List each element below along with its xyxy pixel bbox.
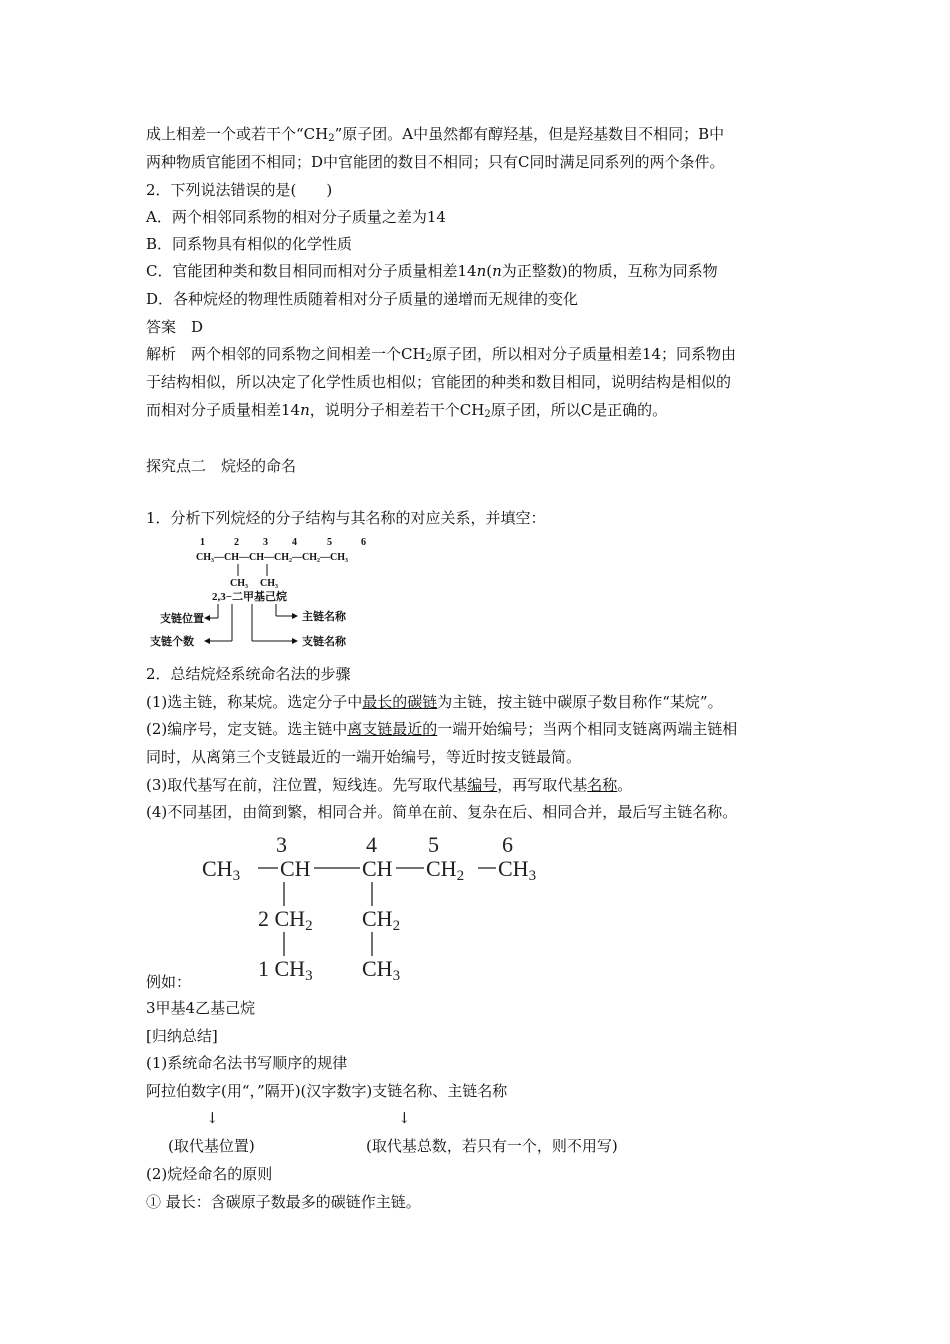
text: C．官能团种类和数目相同而相对分子质量相差14 (146, 262, 477, 280)
underlined-answer: 名称 (587, 776, 618, 794)
carbon-number: 4 (292, 537, 297, 548)
option-a: A．两个相邻同系物的相对分子质量之差为14 (146, 208, 446, 226)
carbon-number: 1 (200, 537, 205, 548)
explanation-line: 于结构相似，所以决定了化学性质也相似；官能团的种类和数目相同，说明结构是相似的 (146, 373, 732, 391)
carbon-number: 2 (234, 537, 239, 548)
text: ”原子团。A中虽然都有醇羟基，但是羟基数目不相同；B中 (334, 125, 725, 143)
text: 为正整数)的物质，互称为同系物 (501, 262, 718, 280)
text: 为主链，按主链中碳原子数目称作“某烷”。 (437, 693, 723, 711)
subscript: 2 (484, 409, 491, 420)
text: 而相对分子质量相差14 (146, 401, 301, 419)
italic-n: n (492, 262, 502, 280)
label-branch-position: 支链位置 (160, 613, 204, 625)
group-left: CH3 (202, 856, 241, 884)
step-2-cont: 同时，从离第三个支链最近的一端开始编号，等近时按支链最简。 (146, 748, 582, 766)
rule-1: (1)系统命名法书写顺序的规律 (146, 1054, 348, 1072)
carbon-number: 5 (327, 537, 332, 548)
text: ，说明分子相差若干个CH (309, 401, 485, 419)
underlined-answer: 最长的碳链 (362, 693, 438, 711)
group-c6: CH3 (498, 856, 537, 884)
group-ethyl-ch2: CH2 (362, 906, 401, 934)
down-arrow-icon: ↓ (398, 1109, 411, 1127)
option-d: D．各种烷烃的物理性质随着相对分子质量的递增而无规律的变化 (146, 290, 579, 308)
subscript: 2 (328, 133, 335, 144)
explanation-line (146, 400, 667, 425)
carbon-number: 6 (502, 832, 513, 857)
section-heading: 探究点二 烷烃的命名 (146, 457, 297, 475)
branch-methyl: CH₃ (260, 578, 278, 589)
label-branch-name: 支链名称 (302, 636, 346, 648)
explanation-line (146, 344, 736, 369)
subscript: 2 (425, 353, 432, 364)
carbon-number: 3 (276, 832, 287, 857)
paragraph-line (146, 124, 724, 149)
option-b: B．同系物具有相似的化学性质 (146, 235, 353, 253)
italic-n: n (300, 401, 310, 419)
text: (2)编序号，定支链。选主链中 (146, 720, 348, 738)
rule-1-format: 阿拉伯数字(用“，”隔开)(汉字数字)支链名称、主链名称 (146, 1082, 508, 1100)
text: (1)选主链，称某烷。选定分子中 (146, 693, 363, 711)
answer: 答案 D (146, 318, 204, 336)
step-2 (146, 719, 737, 739)
main-chain-formula: CH₃—CH—CH—CH₂—CH₂—CH₃ (196, 552, 348, 563)
text: ，再写取代基 (497, 776, 588, 794)
step-4: (4)不同基团，由简到繁，相同合并。简单在前、复杂在后、相同合并，最后写主链名称。 (146, 803, 738, 821)
rule-2-item-1: ① 最长：含碳原子数最多的碳链作主链。 (146, 1193, 421, 1211)
text: (3)取代基写在前，注位置，短线连。先写取代基 (146, 776, 468, 794)
carbon-number: 6 (361, 537, 366, 548)
text: ( (486, 262, 493, 280)
group-c3: CH (280, 856, 311, 881)
down-arrow-icon: ↓ (206, 1109, 219, 1127)
text: 解析 两个相邻的同系物之间相差一个CH (146, 345, 426, 363)
text: 原子团，所以相对分子质量相差14；同系物由 (431, 345, 737, 363)
underlined-answer: 编号 (467, 776, 498, 794)
example-name: 3甲基4乙基己烷 (146, 999, 256, 1017)
text: 成上相差一个或若干个“CH (146, 125, 329, 143)
note-position: (取代基位置) (168, 1137, 255, 1155)
paragraph-line: 两种物质官能团不相同；D中官能团的数目不相同；只有C同时满足同系列的两个条件。 (146, 153, 725, 171)
question-stem: 2．下列说法错误的是( ) (146, 181, 333, 199)
step-1 (146, 692, 723, 712)
branch-methyl: CH₃ (230, 578, 248, 589)
label-main-chain-name: 主链名称 (302, 611, 346, 623)
summary-heading: [归纳总结] (146, 1027, 218, 1045)
italic-n: n (476, 262, 487, 280)
example-label: 例如： (146, 973, 192, 991)
carbon-number: 5 (428, 832, 439, 857)
option-c (146, 261, 718, 281)
group-c2: 2 CH2 (258, 906, 313, 934)
step-3 (146, 775, 632, 795)
structural-formula (196, 832, 556, 984)
carbon-number: 4 (366, 832, 377, 857)
naming-diagram (150, 534, 410, 654)
item-1: 1．分析下列烷烃的分子结构与其名称的对应关系，并填空： (146, 509, 546, 527)
note-count: (取代基总数，若只有一个，则不用写) (366, 1137, 618, 1155)
carbon-number: 3 (263, 537, 268, 548)
group-c1: 1 CH3 (258, 956, 313, 984)
rule-2: (2)烷烃命名的原则 (146, 1165, 273, 1183)
text: 一端开始编号；当两个相同支链离两端主链相 (437, 720, 738, 738)
group-c5: CH2 (426, 856, 465, 884)
text: 原子团，所以C是正确的。 (490, 401, 668, 419)
group-c4: CH (362, 856, 393, 881)
compound-name: 2,3−二甲基己烷 (212, 591, 288, 603)
item-2: 2．总结烷烃系统命名法的步骤 (146, 665, 351, 683)
label-branch-count: 支链个数 (150, 636, 194, 648)
group-ethyl-ch3: CH3 (362, 956, 401, 984)
underlined-answer: 离支链最近的 (347, 720, 438, 738)
text: 。 (617, 776, 633, 794)
